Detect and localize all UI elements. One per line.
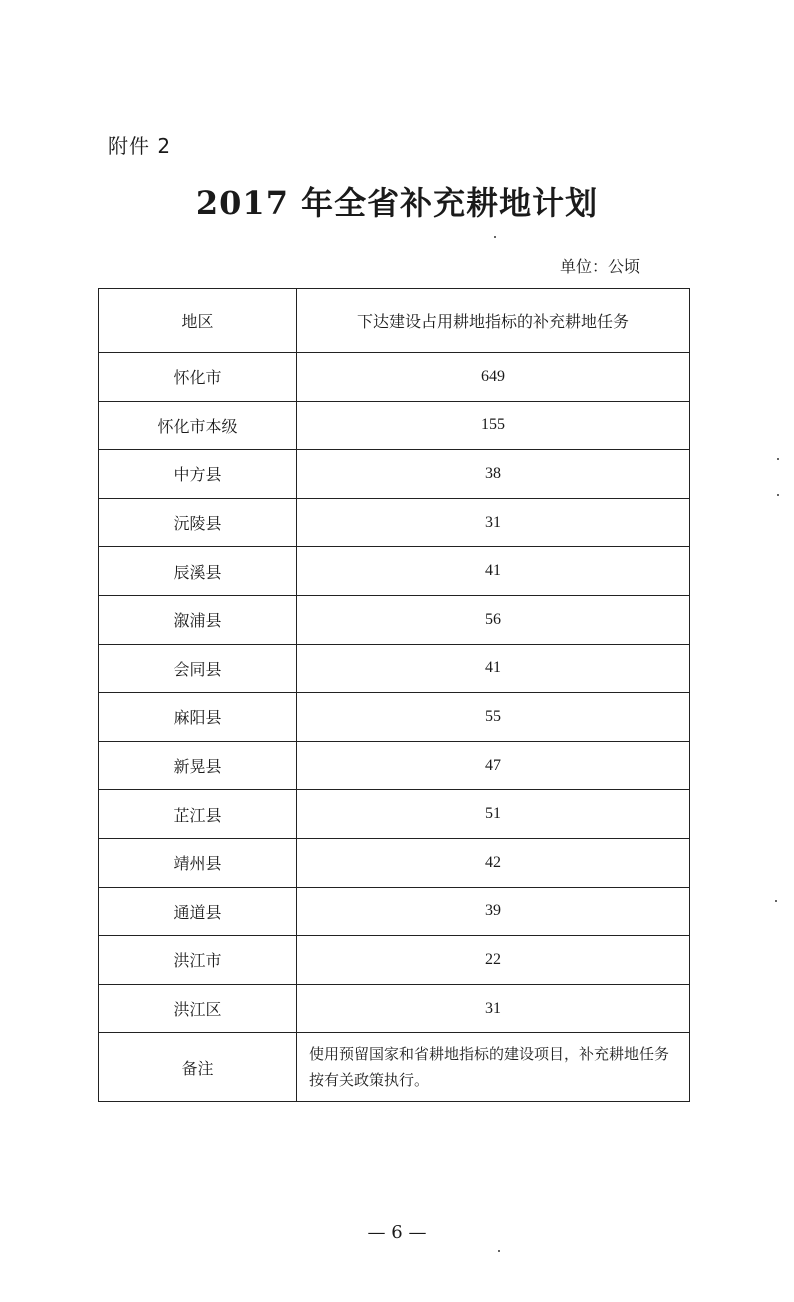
table-row [99, 450, 690, 499]
task-cell: 31 [297, 498, 690, 547]
region-cell: 靖州县 [99, 838, 297, 887]
page-title: 2017 年全省补充耕地计划 [195, 184, 599, 222]
table-row [99, 887, 690, 936]
region-cell: 会同县 [99, 644, 297, 693]
column-header-task: 下达建设占用耕地指标的补充耕地任务 [297, 289, 690, 353]
table-row [99, 741, 690, 790]
remark-text: 使用预留国家和省耕地指标的建设项目，补充耕地任务按有关政策执行。 [297, 1033, 690, 1102]
task-cell: 38 [297, 450, 690, 499]
table-row [99, 693, 690, 742]
scan-speck [498, 1250, 500, 1252]
region-cell: 辰溪县 [99, 547, 297, 596]
region-cell: 洪江市 [99, 936, 297, 985]
task-cell: 51 [297, 790, 690, 839]
scan-speck [777, 458, 779, 460]
region-cell: 溆浦县 [99, 595, 297, 644]
task-cell: 155 [297, 401, 690, 450]
region-cell: 中方县 [99, 450, 297, 499]
table-row [99, 595, 690, 644]
column-header-region: 地区 [99, 289, 297, 353]
task-cell: 22 [297, 936, 690, 985]
page-number: — 6 — [367, 1222, 427, 1243]
task-cell: 56 [297, 595, 690, 644]
table-header-row [99, 289, 690, 353]
remark-label: 备注 [99, 1033, 297, 1102]
table-row [99, 401, 690, 450]
table-row [99, 498, 690, 547]
region-cell: 沅陵县 [99, 498, 297, 547]
region-cell: 新晃县 [99, 741, 297, 790]
task-cell: 41 [297, 644, 690, 693]
scan-speck [775, 900, 777, 902]
table-row [99, 936, 690, 985]
task-cell: 39 [297, 887, 690, 936]
task-cell: 31 [297, 984, 690, 1033]
table-row [99, 644, 690, 693]
region-cell: 怀化市 [99, 353, 297, 402]
region-cell: 芷江县 [99, 790, 297, 839]
table-row [99, 353, 690, 402]
table-row [99, 838, 690, 887]
unit-label: 单位：公顷 [560, 257, 641, 276]
task-cell: 42 [297, 838, 690, 887]
scan-speck [777, 494, 779, 496]
table-row [99, 984, 690, 1033]
remark-row [99, 1033, 690, 1102]
region-cell: 怀化市本级 [99, 401, 297, 450]
region-cell: 洪江区 [99, 984, 297, 1033]
farmland-plan-table [98, 288, 690, 1102]
region-cell: 麻阳县 [99, 693, 297, 742]
table-row [99, 547, 690, 596]
task-cell: 55 [297, 693, 690, 742]
task-cell: 41 [297, 547, 690, 596]
table-row [99, 790, 690, 839]
region-cell: 通道县 [99, 887, 297, 936]
scan-speck [494, 236, 496, 238]
attachment-label: 附件 2 [108, 134, 172, 158]
task-cell: 47 [297, 741, 690, 790]
task-cell: 649 [297, 353, 690, 402]
